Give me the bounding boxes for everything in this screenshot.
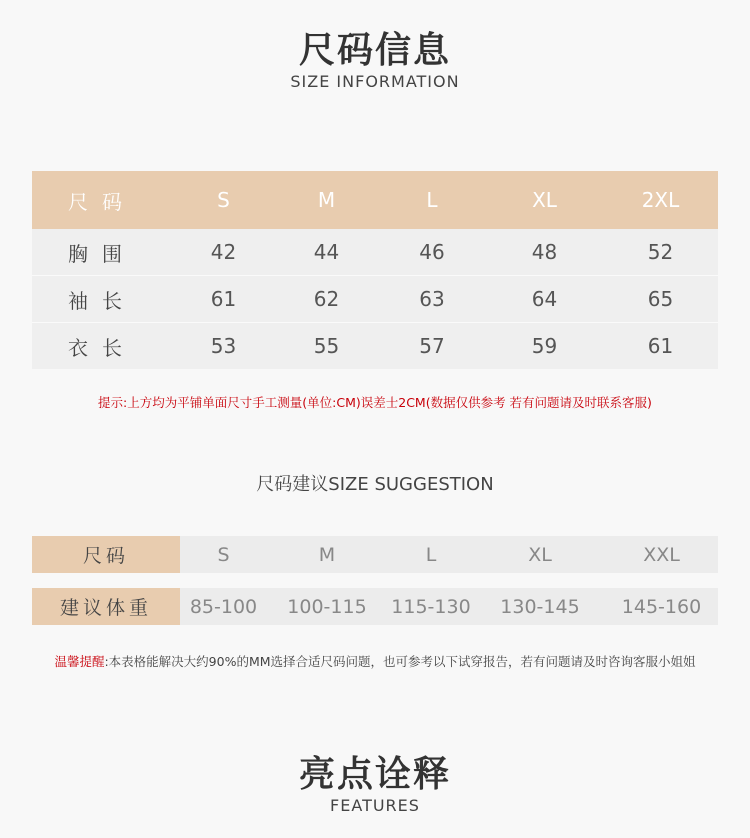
size-info-title: 尺码信息 xyxy=(298,30,451,71)
suggestion-weight-cell: 130-145 xyxy=(500,595,580,618)
table-cell: 44 xyxy=(275,229,378,276)
suggestion-size-cell: S xyxy=(217,543,230,566)
suggestion-weight-cell: 100-115 xyxy=(287,595,367,618)
suggestion-weight-cell: 85-100 xyxy=(189,595,258,618)
table-cell: 59 xyxy=(486,323,603,370)
features-title: 亮点诠释 xyxy=(298,754,451,795)
table-row xyxy=(32,229,718,276)
table-cell: 46 xyxy=(378,229,486,276)
suggestion-size-cell: XL xyxy=(528,543,552,566)
suggestion-size-cell: XXL xyxy=(643,543,680,566)
size-suggestion-title: 尺码建议SIZE SUGGESTION xyxy=(256,474,494,495)
size-info-subtitle: SIZE INFORMATION xyxy=(290,72,460,91)
row-label: 袖长 xyxy=(32,276,172,323)
row-label: 衣长 xyxy=(32,323,172,370)
table-cell: 53 xyxy=(172,323,275,370)
size-table-header xyxy=(32,171,718,229)
header-cell: M xyxy=(275,171,378,229)
measurement-note: 提示:上方均为平铺单面尺寸手工测量(单位:CM)误差士2CM(数据仅供参考 若有问题请及时联系客服) xyxy=(98,395,652,410)
table-cell: 61 xyxy=(172,276,275,323)
table-cell: 48 xyxy=(486,229,603,276)
header-cell: XL xyxy=(486,171,603,229)
suggestion-weight-cell: 115-130 xyxy=(391,595,471,618)
table-cell: 65 xyxy=(603,276,718,323)
row-label: 胸围 xyxy=(32,229,172,276)
features-subtitle: FEATURES xyxy=(330,796,420,815)
table-row xyxy=(32,276,718,323)
header-cell: L xyxy=(378,171,486,229)
header-cell: S xyxy=(172,171,275,229)
warm-reminder-prefix: 温馨提醒 xyxy=(54,654,105,669)
suggestion-size-cell: L xyxy=(425,543,437,566)
warm-reminder-text: :本表格能解决大约90%的MM选择合适尺码问题，也可参考以下试穿报告，若有问题请及时咨询客服小姐姐 xyxy=(104,654,696,669)
suggestion-size-row xyxy=(32,536,718,573)
table-cell: 63 xyxy=(378,276,486,323)
size-table xyxy=(32,171,718,369)
header-cell: 2XL xyxy=(603,171,718,229)
table-cell: 62 xyxy=(275,276,378,323)
suggestion-weight-label: 建议体重 xyxy=(32,588,180,625)
table-cell: 61 xyxy=(603,323,718,370)
suggestion-size-label: 尺码 xyxy=(32,536,180,573)
table-cell: 55 xyxy=(275,323,378,370)
table-row xyxy=(32,323,718,370)
suggestion-weight-cell: 145-160 xyxy=(621,595,702,618)
warm-reminder xyxy=(0,652,750,670)
table-cell: 57 xyxy=(378,323,486,370)
table-cell: 52 xyxy=(603,229,718,276)
suggestion-weight-row xyxy=(32,588,718,625)
header-cell-label: 尺码 xyxy=(32,171,172,229)
suggestion-size-cell: M xyxy=(318,543,336,566)
table-cell: 42 xyxy=(172,229,275,276)
table-cell: 64 xyxy=(486,276,603,323)
